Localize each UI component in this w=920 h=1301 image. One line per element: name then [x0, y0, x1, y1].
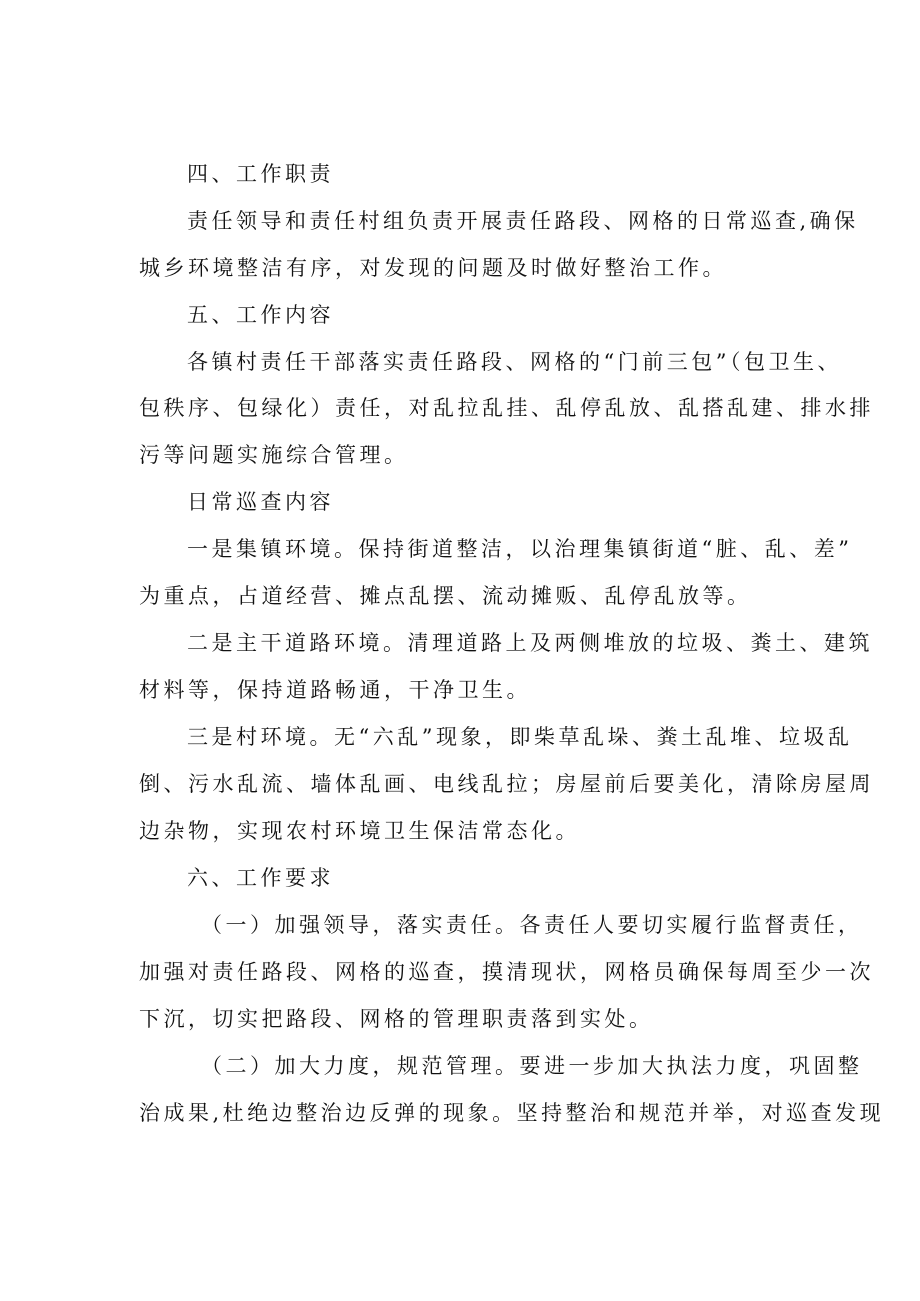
paragraph-line: 边杂物，实现农村环境卫生保洁常态化。: [139, 819, 580, 843]
paragraph-line: 污等问题实施综合管理。: [139, 443, 409, 467]
paragraph-line: 城乡环境整洁有序，对发现的问题及时做好整治工作。: [139, 256, 727, 280]
paragraph-line: 加强对责任路段、网格的巡查，摸清现状，网格员确保每周至少一次: [139, 960, 874, 984]
heading-section-5: 五、工作内容: [187, 303, 334, 327]
paragraph-line: 三是村环境。无“六乱”现象，即柴草乱垛、粪土乱堆、垃圾乱: [187, 725, 853, 749]
paragraph-line: 治成果,杜绝边整治边反弹的现象。坚持整治和规范并举，对巡查发现: [139, 1101, 885, 1125]
paragraph-line: 二是主干道路环境。清理道路上及两侧堆放的垃圾、粪土、建筑: [187, 631, 873, 655]
paragraph-line: 倒、污水乱流、墙体乱画、电线乱拉；房屋前后要美化，清除房屋周: [139, 772, 874, 796]
heading-section-6: 六、工作要求: [187, 866, 334, 890]
paragraph-line: 责任领导和责任村组负责开展责任路段、网格的日常巡查,确保: [187, 209, 859, 233]
paragraph-line: （二）加大力度，规范管理。要进一步加大执法力度，巩固整: [201, 1054, 863, 1078]
heading-section-4: 四、工作职责: [187, 162, 334, 186]
paragraph-line: 为重点，占道经营、摊点乱摆、流动摊贩、乱停乱放等。: [139, 584, 752, 608]
paragraph-line: 材料等，保持道路畅通，干净卫生。: [139, 678, 531, 702]
subheading-daily-inspection: 日常巡查内容: [187, 490, 334, 514]
paragraph-line: （一）加强领导，落实责任。各责任人要切实履行监督责任，: [201, 913, 863, 937]
paragraph-line: 下沉，切实把路段、网格的管理职责落到实处。: [139, 1007, 654, 1031]
paragraph-line: 各镇村责任干部落实责任路段、网格的“门前三包”（包卫生、: [187, 350, 842, 374]
paragraph-line: 一是集镇环境。保持街道整洁，以治理集镇街道“脏、乱、差”: [187, 537, 853, 561]
paragraph-line: 包秩序、包绿化）责任，对乱拉乱挂、乱停乱放、乱搭乱建、排水排: [139, 396, 874, 420]
